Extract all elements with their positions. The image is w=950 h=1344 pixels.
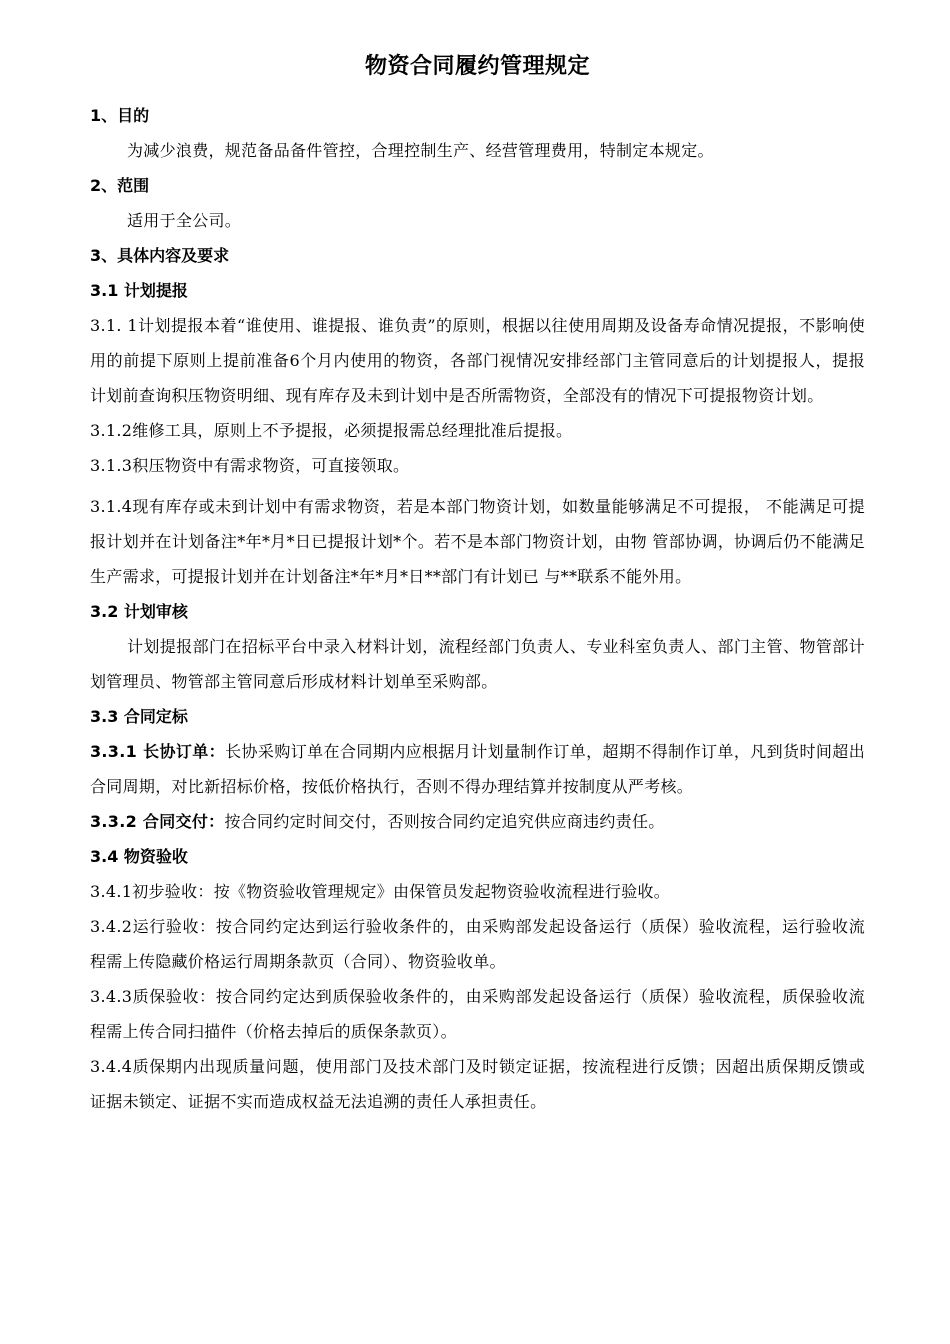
section-3-3-heading: 3.3 合同定标: [90, 707, 188, 726]
section-2-heading: 2、范围: [90, 176, 150, 195]
clause-3-1-1: 3.1. 1计划提报本着“谁使用、谁提报、谁负责”的原则，根据以往使用周期及设备寿命情况提报，不影响使用的前提下原则上提前准备6个月内使用的物资，各部门视情况安排经部门主管同意后的计划提报人，提报计划前查询积压物资明细、现有库存及未到计划中是否所需物资，全部没有的情况下可提报物资计划。: [90, 316, 865, 405]
clause-3-1-2: 3.1.2维修工具，原则上不予提报，必须提报需总经理批准后提报。: [90, 421, 573, 440]
clause-3-3-1: [90, 734, 865, 804]
document-page: [90, 50, 865, 1119]
section-3-4-heading: 3.4 物资验收: [90, 847, 188, 866]
section-2-text: 适用于全公司。: [127, 211, 242, 230]
section-3-2-text: 计划提报部门在招标平台中录入材料计划，流程经部门负责人、专业科室负责人、部门主管、物管部计划管理员、物管部主管同意后形成材料计划单至采购部。: [90, 637, 865, 691]
clause-3-3-2-lead: 3.3.2 合同交付：: [90, 812, 225, 831]
section-1-heading: 1、目的: [90, 106, 150, 125]
section-1-text: 为减少浪费，规范备品备件管控，合理控制生产、经营管理费用，特制定本规定。: [127, 141, 714, 160]
clause-3-4-2: 3.4.2运行验收：按合同约定达到运行验收条件的，由采购部发起设备运行（质保）验收流程，运行验收流程需上传隐藏价格运行周期条款页（合同）、物资验收单。: [90, 917, 865, 971]
clause-3-4-3: 3.4.3质保验收：按合同约定达到质保验收条件的，由采购部发起设备运行（质保）验收流程，质保验收流程需上传合同扫描件（价格去掉后的质保条款页）。: [90, 987, 865, 1041]
clause-3-1-3: 3.1.3积压物资中有需求物资，可直接领取。: [90, 456, 410, 475]
clause-3-1-4: 3.1.4现有库存或未到计划中有需求物资，若是本部门物资计划，如数量能够满足不可提报， 不能满足可提报计划并在计划备注*年*月*日已提报计划*个。若不是本部门物资计划，由物 管部协调，协调后仍不能满足生产需求，可提报计划并在计划备注*年*月*日**部门有计划已 与**联系不能外用。: [90, 497, 865, 586]
clause-3-4-4: 3.4.4质保期内出现质量问题，使用部门及技术部门及时锁定证据，按流程进行反馈；因超出质保期反馈或证据未锁定、证据不实而造成权益无法追溯的责任人承担责任。: [90, 1057, 865, 1111]
clause-3-3-1-lead: 3.3.1 长协订单：: [90, 742, 226, 761]
section-3-1-heading: 3.1 计划提报: [90, 281, 188, 300]
document-title: 物资合同履约管理规定: [364, 54, 590, 79]
clause-3-3-2-text: 按合同约定时间交付，否则按合同约定追究供应商违约责任。: [224, 812, 665, 831]
clause-3-3-2: [90, 804, 865, 839]
section-3-heading: 3、具体内容及要求: [90, 246, 230, 265]
section-3-2-heading: 3.2 计划审核: [90, 602, 188, 621]
clause-3-4-1: 3.4.1初步验收：按《物资验收管理规定》由保管员发起物资验收流程进行验收。: [90, 882, 671, 901]
clause-3-3-1-text: 长协采购订单在合同期内应根据月计划量制作订单，超期不得制作订单，凡到货时间超出合同周期，对比新招标价格，按低价格执行，否则不得办理结算并按制度从严考核。: [90, 742, 865, 796]
